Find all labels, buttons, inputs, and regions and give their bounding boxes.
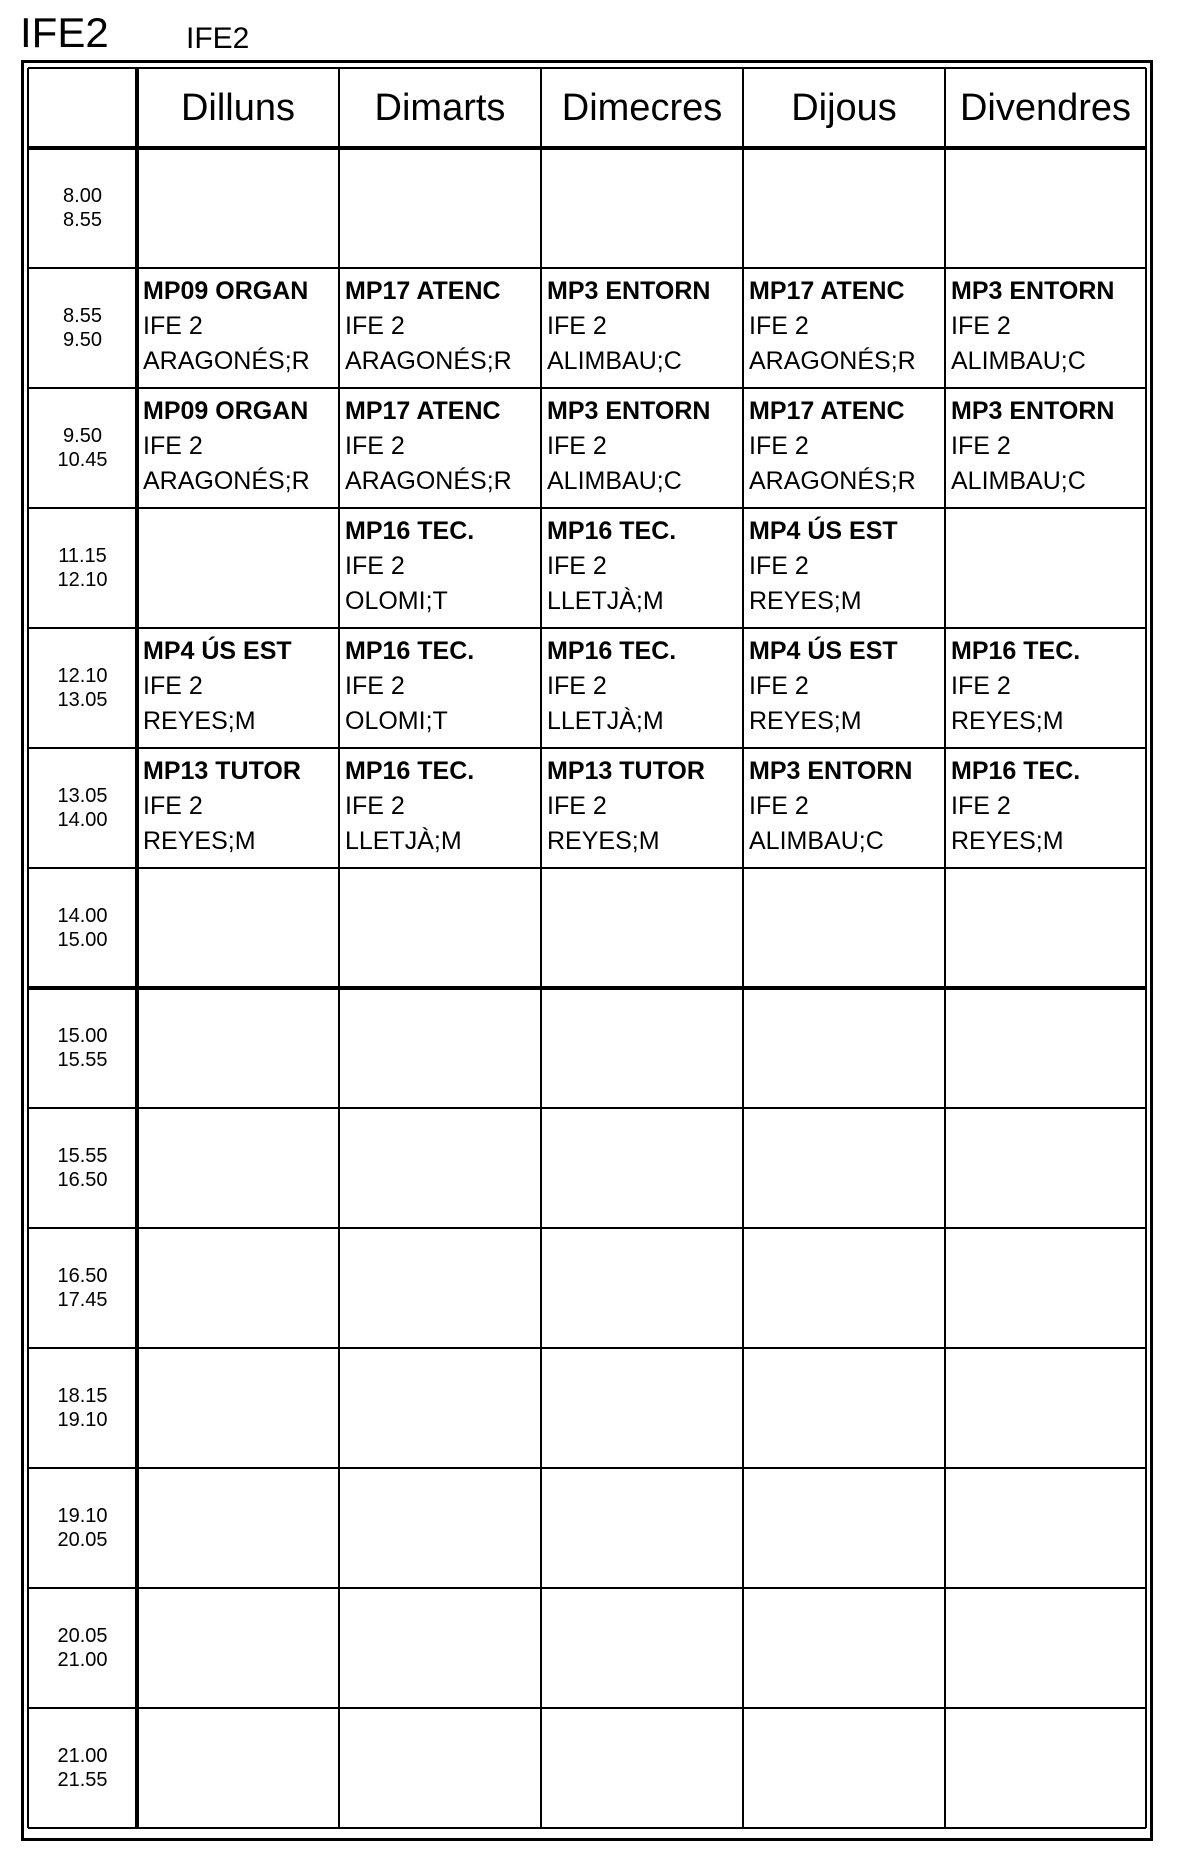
- class-teacher: REYES;M: [749, 707, 862, 735]
- period-time: [28, 1468, 137, 1588]
- class-subject: MP09 ORGAN: [143, 397, 309, 425]
- class-subject: MP17 ATENC: [749, 397, 905, 425]
- timetable-title: IFE2: [20, 9, 109, 56]
- period-start: 15.55: [57, 1145, 108, 1167]
- class-group: IFE 2: [143, 672, 203, 700]
- class-teacher: ALIMBAU;C: [547, 467, 682, 495]
- class-group: IFE 2: [143, 312, 203, 340]
- class-slot: [341, 630, 537, 746]
- period-end: 10.45: [57, 449, 108, 471]
- period-end: 15.00: [57, 929, 108, 951]
- class-subject: MP3 ENTORN: [547, 397, 711, 425]
- class-subject: MP13 TUTOR: [143, 757, 301, 785]
- period-start: 9.50: [63, 425, 102, 447]
- period-end: 16.50: [57, 1169, 108, 1191]
- class-teacher: ARAGONÉS;R: [345, 467, 512, 495]
- class-teacher: OLOMI;T: [345, 587, 448, 615]
- class-teacher: REYES;M: [547, 827, 660, 855]
- class-group: IFE 2: [547, 792, 607, 820]
- period-end: 17.45: [57, 1289, 108, 1311]
- period-end: 8.55: [63, 209, 102, 231]
- class-group: IFE 2: [547, 432, 607, 460]
- period-start: 15.00: [57, 1025, 108, 1047]
- class-subject: MP17 ATENC: [749, 277, 905, 305]
- class-slot: [341, 390, 537, 506]
- period-time: [28, 988, 137, 1108]
- period-start: 14.00: [57, 905, 108, 927]
- class-subject: MP3 ENTORN: [951, 277, 1115, 305]
- class-teacher: ARAGONÉS;R: [749, 347, 916, 375]
- period-end: 13.05: [57, 689, 108, 711]
- class-group: IFE 2: [749, 432, 809, 460]
- class-teacher: ALIMBAU;C: [547, 347, 682, 375]
- class-slot: [139, 270, 335, 386]
- class-subject: MP13 TUTOR: [547, 757, 705, 785]
- class-group: IFE 2: [345, 552, 405, 580]
- class-teacher: REYES;M: [951, 707, 1064, 735]
- class-group: IFE 2: [547, 672, 607, 700]
- class-teacher: REYES;M: [951, 827, 1064, 855]
- class-slot: [947, 390, 1143, 506]
- period-start: 19.10: [57, 1505, 108, 1527]
- period-end: 9.50: [63, 329, 102, 351]
- period-end: 21.55: [57, 1769, 108, 1791]
- class-slot: [341, 750, 537, 866]
- class-group: IFE 2: [345, 792, 405, 820]
- class-teacher: ALIMBAU;C: [951, 467, 1086, 495]
- class-slot: [341, 270, 537, 386]
- class-group: IFE 2: [951, 792, 1011, 820]
- class-teacher: ALIMBAU;C: [749, 827, 884, 855]
- class-teacher: LLETJÀ;M: [345, 827, 462, 855]
- class-subject: MP3 ENTORN: [749, 757, 913, 785]
- period-end: 14.00: [57, 809, 108, 831]
- period-time: [28, 1348, 137, 1468]
- period-time: [28, 1228, 137, 1348]
- class-slot: [543, 750, 739, 866]
- class-group: IFE 2: [951, 312, 1011, 340]
- class-subject: MP3 ENTORN: [951, 397, 1115, 425]
- period-end: 19.10: [57, 1409, 108, 1431]
- class-slot: [139, 630, 335, 746]
- class-teacher: LLETJÀ;M: [547, 587, 664, 615]
- class-slot: [543, 270, 739, 386]
- class-group: IFE 2: [345, 312, 405, 340]
- period-time: [28, 1708, 137, 1828]
- class-slot: [543, 510, 739, 626]
- class-teacher: REYES;M: [749, 587, 862, 615]
- class-slot: [139, 750, 335, 866]
- class-teacher: ARAGONÉS;R: [345, 347, 512, 375]
- class-group: IFE 2: [749, 312, 809, 340]
- class-slot: [745, 510, 941, 626]
- period-time: [28, 748, 137, 868]
- class-group: IFE 2: [345, 672, 405, 700]
- class-slot: [543, 390, 739, 506]
- period-end: 12.10: [57, 569, 108, 591]
- class-subject: MP3 ENTORN: [547, 277, 711, 305]
- period-start: 13.05: [57, 785, 108, 807]
- class-teacher: ARAGONÉS;R: [143, 347, 310, 375]
- class-subject: MP17 ATENC: [345, 397, 501, 425]
- class-teacher: LLETJÀ;M: [547, 707, 664, 735]
- class-subject: MP4 ÚS EST: [143, 637, 292, 665]
- class-teacher: ARAGONÉS;R: [143, 467, 310, 495]
- day-header: Divendres: [959, 86, 1132, 129]
- class-subject: MP16 TEC.: [547, 637, 677, 665]
- period-start: 11.15: [58, 545, 107, 567]
- class-subject: MP09 ORGAN: [143, 277, 309, 305]
- period-start: 20.05: [57, 1625, 108, 1647]
- class-slot: [947, 750, 1143, 866]
- day-header: Dimecres: [561, 86, 723, 129]
- class-slot: [745, 630, 941, 746]
- period-start: 8.00: [63, 185, 102, 207]
- class-slot: [745, 390, 941, 506]
- day-header: Dimarts: [374, 86, 506, 129]
- period-time: [28, 508, 137, 628]
- class-slot: [139, 390, 335, 506]
- period-time: [28, 1108, 137, 1228]
- class-slot: [745, 750, 941, 866]
- class-slot: [745, 270, 941, 386]
- class-subject: MP16 TEC.: [951, 637, 1081, 665]
- period-end: 20.05: [57, 1529, 108, 1551]
- day-header: Dijous: [791, 86, 897, 129]
- class-group: IFE 2: [143, 792, 203, 820]
- period-end: 21.00: [57, 1649, 108, 1671]
- class-teacher: OLOMI;T: [345, 707, 448, 735]
- period-start: 21.00: [57, 1745, 108, 1767]
- class-subject: MP4 ÚS EST: [749, 637, 898, 665]
- class-group: IFE 2: [749, 552, 809, 580]
- class-teacher: ARAGONÉS;R: [749, 467, 916, 495]
- class-subject: MP16 TEC.: [345, 757, 475, 785]
- period-start: 12.10: [57, 665, 108, 687]
- class-subject: MP16 TEC.: [951, 757, 1081, 785]
- class-group: IFE 2: [749, 672, 809, 700]
- class-group: IFE 2: [547, 312, 607, 340]
- class-subject: MP16 TEC.: [345, 637, 475, 665]
- period-time: [28, 148, 137, 268]
- period-time: [28, 268, 137, 388]
- class-group: IFE 2: [345, 432, 405, 460]
- day-header: Dilluns: [180, 86, 296, 129]
- class-group: IFE 2: [143, 432, 203, 460]
- class-slot: [947, 630, 1143, 746]
- period-time: [28, 388, 137, 508]
- class-subject: MP16 TEC.: [547, 517, 677, 545]
- period-time: [28, 1588, 137, 1708]
- class-group: IFE 2: [951, 672, 1011, 700]
- class-subject: MP4 ÚS EST: [749, 517, 898, 545]
- class-teacher: REYES;M: [143, 707, 256, 735]
- period-start: 16.50: [57, 1265, 108, 1287]
- timetable-subtitle: IFE2: [186, 22, 250, 55]
- period-time: [28, 868, 137, 988]
- class-subject: MP17 ATENC: [345, 277, 501, 305]
- class-teacher: ALIMBAU;C: [951, 347, 1086, 375]
- class-slot: [341, 510, 537, 626]
- class-group: IFE 2: [749, 792, 809, 820]
- class-slot: [947, 270, 1143, 386]
- period-start: 18.15: [57, 1385, 108, 1407]
- class-group: IFE 2: [951, 432, 1011, 460]
- class-slot: [543, 630, 739, 746]
- period-end: 15.55: [57, 1049, 108, 1071]
- class-subject: MP16 TEC.: [345, 517, 475, 545]
- period-start: 8.55: [63, 305, 102, 327]
- class-teacher: REYES;M: [143, 827, 256, 855]
- period-time: [28, 628, 137, 748]
- class-group: IFE 2: [547, 552, 607, 580]
